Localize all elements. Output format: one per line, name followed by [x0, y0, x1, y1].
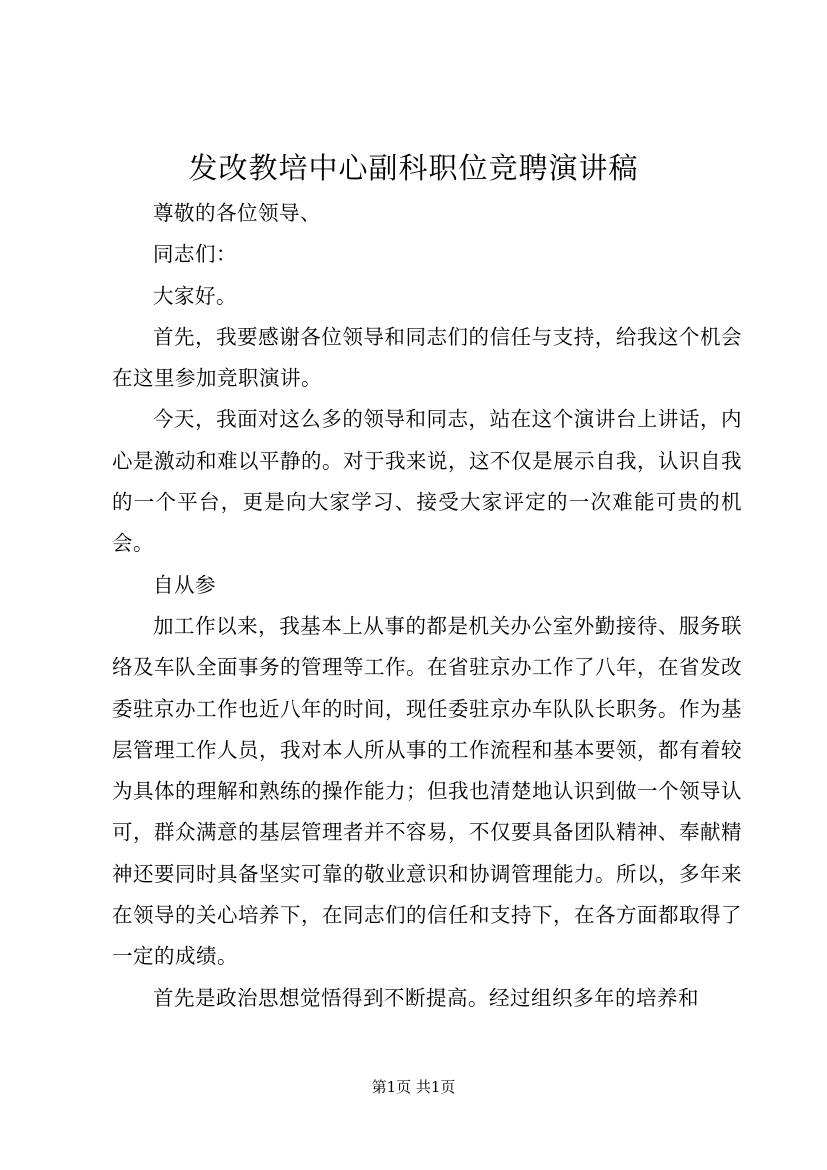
document-body: [112, 193, 742, 1019]
paragraph-salutation-1: 尊敬的各位领导、: [153, 201, 321, 225]
document-title: 发改教培中心副科职位竞聘演讲稿: [188, 151, 639, 185]
paragraph-salutation-2: 同志们：: [153, 242, 237, 267]
paragraph-thanks: 首先，我要感谢各位领导和同志们的信任与支持，给我这个机会在这里参加竞职演讲。: [112, 324, 742, 391]
paragraph-today: 今天，我面对这么多的领导和同志，站在这个演讲台上讲话，内心是激动和难以平静的。对于我来说，这不仅是展示自我，认识自我的一个平台，更是向大家学习、接受大家评定的一次难能可贵的机会。: [112, 407, 742, 556]
page-footer: 第1页 共1页: [371, 1078, 456, 1096]
paragraph-since: 自从参: [153, 572, 216, 597]
paragraph-work-history: 加工作以来，我基本上从事的都是机关办公室外勤接待、服务联络及车队全面事务的管理等工作。在省驻京办工作了八年，在省发改委驻京办工作也近八年的时间，现任委驻京办车队队长职务。作为基层管理工作人员，我对本人所从事的工作流程和基本要领，都有着较为具体的理解和熟练的操作能力；但我也清楚地认识到做一个领导认可，群众满意的基层管理者并不容易，不仅要具备团队精神、奉献精神还要同时具备坚实可靠的敬业意识和协调管理能力。所以，多年来在领导的关心培养下，在同志们的信任和支持下，在各方面都取得了一定的成绩。: [112, 613, 742, 969]
paragraph-greeting: 大家好。: [153, 283, 237, 308]
paragraph-political: 首先是政治思想觉悟得到不断提高。经过组织多年的培养和: [153, 985, 699, 1010]
